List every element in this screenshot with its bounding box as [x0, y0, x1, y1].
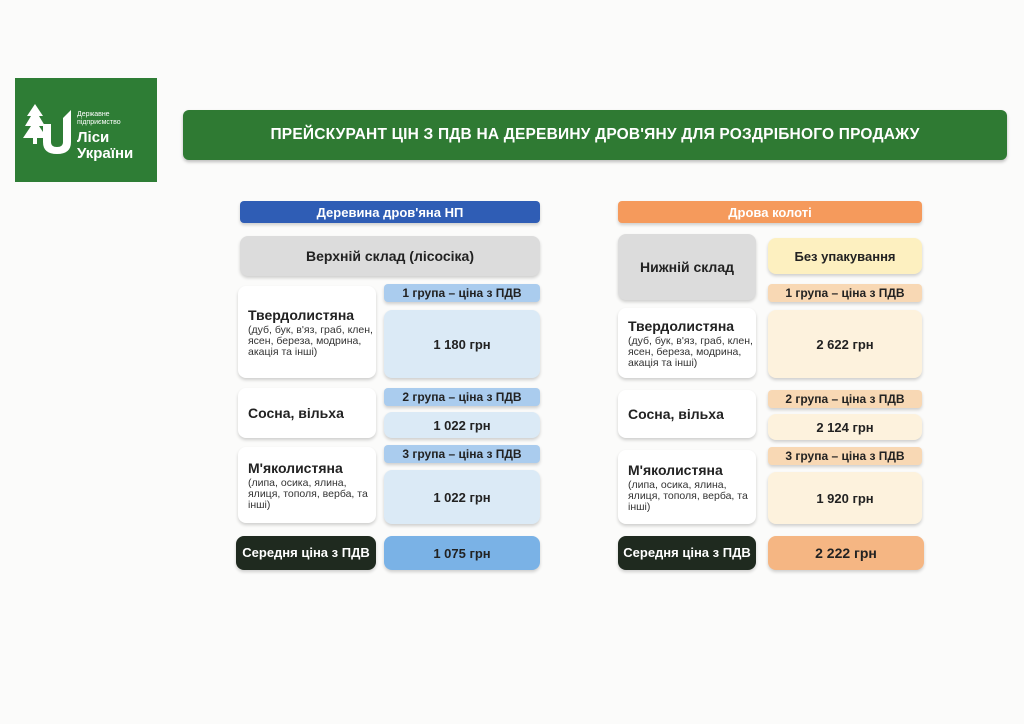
- right-group-2-price: 2 124 грн: [768, 414, 922, 440]
- kind-note: (дуб, бук, в'яз, граб, клен, ясен, береза, модрина, акація та інші): [628, 334, 753, 369]
- right-average-label: Середня ціна з ПДВ: [618, 536, 756, 570]
- left-group-3-kind: [238, 447, 376, 523]
- right-section-header: Дрова колоті: [618, 201, 922, 223]
- right-group-3-price: 1 920 грн: [768, 472, 922, 524]
- right-group-3-kind: [618, 450, 756, 524]
- right-average-price: 2 222 грн: [768, 536, 924, 570]
- logo-name: Ліси України: [77, 129, 134, 162]
- right-group-2-label: 2 група – ціна з ПДВ: [768, 390, 922, 408]
- kind-name: М'яколистяна: [628, 461, 723, 478]
- left-group-2-kind: [238, 388, 376, 438]
- kind-note: (липа, осика, ялина, ялиця, тополя, верба, та інші): [248, 476, 368, 511]
- right-group-1-label: 1 група – ціна з ПДВ: [768, 284, 922, 302]
- left-average-price: 1 075 грн: [384, 536, 540, 570]
- kind-name: М'яколистяна: [248, 459, 343, 476]
- right-group-2-kind: [618, 390, 756, 438]
- tree-logo-icon: [21, 102, 77, 158]
- logo-subtitle: Державне підприємство: [77, 111, 121, 126]
- left-group-1-price: 1 180 грн: [384, 310, 540, 378]
- right-group-1-kind: [618, 308, 756, 378]
- kind-name: Твердолистяна: [628, 317, 735, 334]
- kind-name: Сосна, вільха: [628, 406, 724, 422]
- right-warehouse-label: Нижній склад: [618, 234, 756, 300]
- kind-note: (дуб, бук, в'яз, граб, клен, ясен, береза, модрина, акація та інші): [248, 323, 373, 358]
- left-group-2-price: 1 022 грн: [384, 412, 540, 438]
- right-group-1-price: 2 622 грн: [768, 310, 922, 378]
- left-warehouse-label: Верхній склад (лісосіка): [240, 236, 540, 276]
- left-group-1-label: 1 група – ціна з ПДВ: [384, 284, 540, 302]
- left-section-header: Деревина дров'яна НП: [240, 201, 540, 223]
- kind-name: Твердолистяна: [248, 306, 355, 323]
- right-group-3-label: 3 група – ціна з ПДВ: [768, 447, 922, 465]
- kind-note: (липа, осика, ялина, ялиця, тополя, верба, та інші): [628, 478, 748, 513]
- page-title: ПРЕЙСКУРАНТ ЦІН З ПДВ НА ДЕРЕВИНУ ДРОВ'ЯНУ ДЛЯ РОЗДРІБНОГО ПРОДАЖУ: [183, 110, 1007, 160]
- company-logo: [15, 78, 157, 182]
- left-group-3-price: 1 022 грн: [384, 470, 540, 524]
- left-group-3-label: 3 група – ціна з ПДВ: [384, 445, 540, 463]
- right-packaging-label: Без упакування: [768, 238, 922, 274]
- left-average-label: Середня ціна з ПДВ: [236, 536, 376, 570]
- left-group-2-label: 2 група – ціна з ПДВ: [384, 388, 540, 406]
- left-group-1-kind: [238, 286, 376, 378]
- kind-name: Сосна, вільха: [248, 405, 344, 421]
